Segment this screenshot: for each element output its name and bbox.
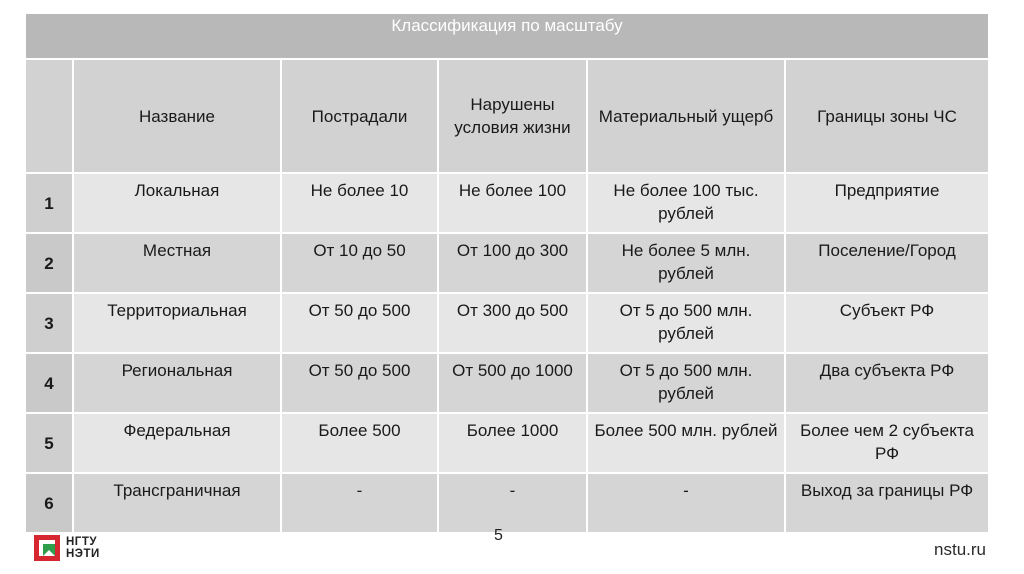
table-header-row bbox=[25, 59, 989, 173]
cell-disrupted: Не более 100 bbox=[438, 173, 587, 233]
cell-name: Местная bbox=[73, 233, 281, 293]
cell-victims: От 50 до 500 bbox=[281, 353, 438, 413]
cell-boundaries: Два субъекта РФ bbox=[785, 353, 989, 413]
cell-disrupted: - bbox=[438, 473, 587, 533]
table-row bbox=[25, 473, 989, 533]
cell-damage: От 5 до 500 млн. рублей bbox=[587, 353, 785, 413]
row-number: 6 bbox=[25, 473, 73, 533]
classification-table bbox=[24, 12, 990, 534]
classification-table-container bbox=[24, 12, 988, 534]
table-row bbox=[25, 353, 989, 413]
header-number bbox=[25, 59, 73, 173]
cell-damage: Более 500 млн. рублей bbox=[587, 413, 785, 473]
header-victims: Пострадали bbox=[281, 59, 438, 173]
cell-boundaries: Более чем 2 субъекта РФ bbox=[785, 413, 989, 473]
cell-name: Территориальная bbox=[73, 293, 281, 353]
row-number: 4 bbox=[25, 353, 73, 413]
logo-text bbox=[66, 536, 100, 560]
cell-boundaries: Поселение/Город bbox=[785, 233, 989, 293]
cell-victims: Не более 10 bbox=[281, 173, 438, 233]
table-row bbox=[25, 233, 989, 293]
logo-line-1: НГТУ bbox=[66, 536, 98, 548]
cell-boundaries: Предприятие bbox=[785, 173, 989, 233]
cell-name: Трансграничная bbox=[73, 473, 281, 533]
header-name: Название bbox=[73, 59, 281, 173]
site-link[interactable]: nstu.ru bbox=[934, 540, 986, 559]
cell-boundaries: Выход за границы РФ bbox=[785, 473, 989, 533]
cell-victims: Более 500 bbox=[281, 413, 438, 473]
table-row bbox=[25, 413, 989, 473]
table-row bbox=[25, 293, 989, 353]
cell-name: Локальная bbox=[73, 173, 281, 233]
table-title: Классификация по масштабу bbox=[25, 13, 989, 59]
cell-disrupted: От 100 до 300 bbox=[438, 233, 587, 293]
table-row bbox=[25, 173, 989, 233]
cell-name: Федеральная bbox=[73, 413, 281, 473]
row-number: 3 bbox=[25, 293, 73, 353]
university-logo bbox=[34, 535, 100, 561]
cell-victims: От 10 до 50 bbox=[281, 233, 438, 293]
header-damage: Материальный ущерб bbox=[587, 59, 785, 173]
cell-damage: От 5 до 500 млн. рублей bbox=[587, 293, 785, 353]
cell-damage: Не более 5 млн. рублей bbox=[587, 233, 785, 293]
table-title-row bbox=[25, 13, 989, 59]
header-boundaries: Границы зоны ЧС bbox=[785, 59, 989, 173]
cell-damage: Не более 100 тыс. рублей bbox=[587, 173, 785, 233]
header-disrupted: Нарушены условия жизни bbox=[438, 59, 587, 173]
cell-boundaries: Субъект РФ bbox=[785, 293, 989, 353]
row-number: 1 bbox=[25, 173, 73, 233]
logo-line-2: НЭТИ bbox=[66, 548, 100, 560]
cell-damage: - bbox=[587, 473, 785, 533]
row-number: 2 bbox=[25, 233, 73, 293]
logo-mark-icon bbox=[34, 535, 60, 561]
page-number: 5 bbox=[494, 527, 503, 544]
cell-disrupted: Более 1000 bbox=[438, 413, 587, 473]
cell-disrupted: От 300 до 500 bbox=[438, 293, 587, 353]
cell-victims: - bbox=[281, 473, 438, 533]
cell-victims: От 50 до 500 bbox=[281, 293, 438, 353]
cell-name: Региональная bbox=[73, 353, 281, 413]
row-number: 5 bbox=[25, 413, 73, 473]
cell-disrupted: От 500 до 1000 bbox=[438, 353, 587, 413]
